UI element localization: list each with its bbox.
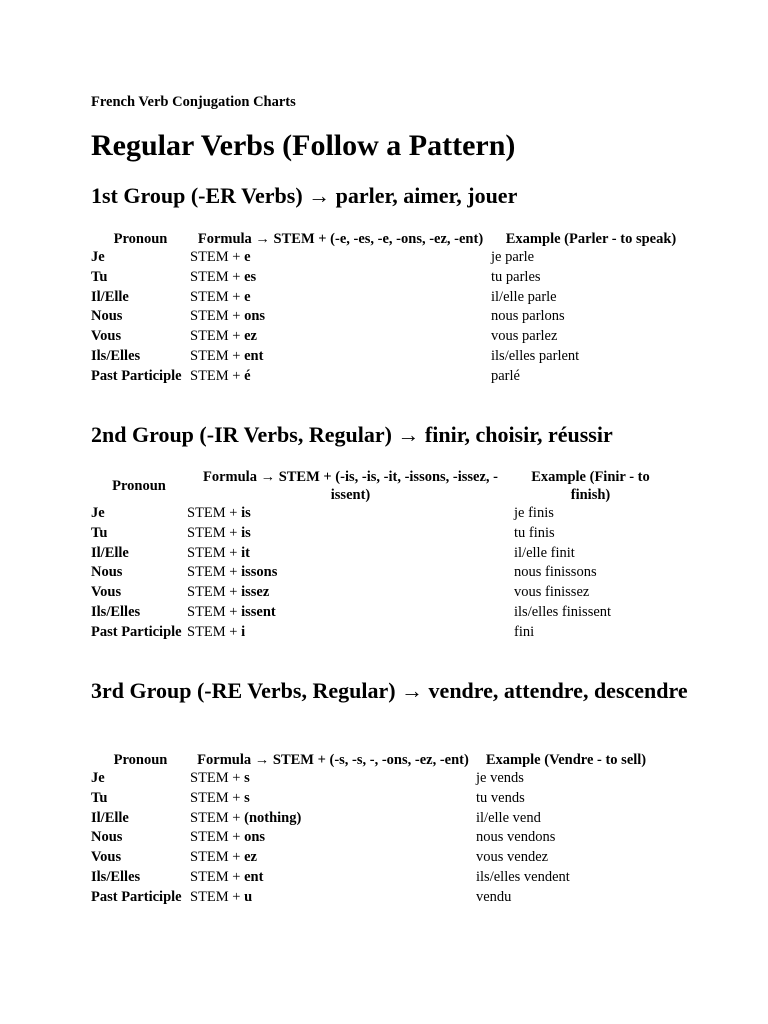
table-row (91, 248, 691, 268)
main-heading: Regular Verbs (Follow a Pattern) (91, 129, 516, 162)
stem-text: STEM + (190, 268, 245, 285)
ending-text: ons (244, 308, 266, 325)
section-heading-ir: 2nd Group (-IR Verbs, Regular) → finir, choisir, réussir (91, 422, 613, 447)
stem-text: STEM + (187, 505, 242, 521)
ending-text: e (244, 288, 251, 305)
example-cell: il/elle parle (491, 288, 557, 305)
stem-text: STEM + (187, 623, 242, 640)
pronoun-cell: Vous (91, 584, 122, 601)
stem-text: STEM + (187, 544, 242, 561)
stem-text: STEM + (190, 308, 245, 325)
ending-text: issez (241, 584, 270, 601)
ending-text: ent (244, 347, 264, 364)
table-row (91, 809, 656, 829)
ending-text: ent (244, 868, 264, 885)
example-cell: nous vendons (476, 829, 556, 846)
formula-cell (187, 563, 514, 583)
table-row (91, 288, 691, 308)
formula-cell (187, 603, 514, 623)
example-cell: vous vendez (476, 849, 549, 866)
table-body (91, 504, 667, 643)
table-row (91, 563, 667, 583)
example-cell: tu finis (514, 524, 555, 541)
example-cell: vous finissez (514, 584, 590, 601)
formula-cell (187, 583, 514, 603)
example-cell: vendu (476, 888, 512, 905)
formula-cell (190, 868, 476, 888)
header-formula: Formula → STEM + (-s, -s, -, -ons, -ez, -ent) (197, 751, 469, 768)
stem-text: STEM + (190, 288, 245, 305)
header-example: Example (Vendre - to sell) (485, 751, 647, 768)
ending-text: u (244, 888, 253, 905)
table-row (91, 327, 691, 347)
formula-cell (190, 828, 476, 848)
example-cell: tu vends (476, 789, 525, 806)
example-cell: nous parlons (491, 308, 565, 325)
formula-cell (190, 848, 476, 868)
conjugation-table-re (91, 750, 656, 908)
example-cell: fini (514, 623, 535, 640)
pronoun-cell: Nous (91, 829, 123, 846)
header-pronoun: Pronoun (113, 230, 168, 247)
formula-cell (187, 544, 514, 564)
table-row (91, 544, 667, 564)
example-cell: je parle (491, 249, 535, 265)
ending-text: is (241, 524, 251, 541)
pronoun-cell: Ils/Elles (91, 868, 141, 885)
formula-cell (190, 288, 491, 308)
header-example: Example (Finir - to finish) (531, 468, 650, 503)
stem-text: STEM + (190, 328, 245, 345)
table-row (91, 789, 656, 809)
pronoun-cell: Il/Elle (91, 544, 129, 561)
pronoun-cell: Vous (91, 849, 122, 866)
pronoun-cell: Je (91, 249, 105, 265)
pronoun-cell: Vous (91, 328, 122, 345)
table-row (91, 769, 656, 789)
formula-cell (190, 769, 476, 789)
stem-text: STEM + (190, 888, 245, 905)
header-pronoun: Pronoun (112, 477, 166, 494)
table-row (91, 868, 656, 888)
pronoun-cell: Je (91, 770, 105, 786)
example-cell: parlé (491, 367, 520, 384)
ending-text: ez (244, 849, 257, 866)
stem-text: STEM + (190, 809, 245, 826)
table-body (91, 769, 656, 908)
example-cell: il/elle finit (514, 544, 575, 561)
table-row (91, 268, 691, 288)
table-header-row (91, 750, 656, 769)
stem-text: STEM + (187, 584, 242, 601)
pronoun-cell: Nous (91, 308, 123, 325)
formula-cell (190, 307, 491, 327)
formula-cell (190, 367, 491, 387)
pronoun-cell: Past Participle (91, 367, 182, 384)
table-row (91, 848, 656, 868)
formula-cell (190, 888, 476, 908)
stem-text: STEM + (190, 249, 245, 265)
ending-text: i (241, 623, 246, 640)
stem-text: STEM + (187, 603, 242, 620)
example-cell: je vends (476, 770, 524, 786)
header-example: Example (Parler - to speak) (505, 230, 677, 247)
stem-text: STEM + (190, 770, 245, 786)
table-row (91, 504, 667, 524)
formula-cell (190, 268, 491, 288)
pronoun-cell: Tu (91, 268, 108, 285)
example-cell: nous finissons (514, 564, 597, 581)
ending-text: ez (244, 328, 257, 345)
stem-text: STEM + (190, 367, 245, 384)
ending-text: issent (241, 603, 276, 620)
table-header-row (91, 229, 691, 248)
document-title: French Verb Conjugation Charts (91, 94, 296, 110)
ending-text: es (244, 268, 257, 285)
pronoun-cell: Tu (91, 789, 108, 806)
stem-text: STEM + (190, 868, 245, 885)
pronoun-cell: Je (91, 505, 105, 521)
pronoun-cell: Past Participle (91, 623, 182, 640)
formula-cell (190, 809, 476, 829)
table-row (91, 603, 667, 623)
table-row (91, 347, 691, 367)
formula-cell (187, 623, 514, 643)
pronoun-cell: Ils/Elles (91, 347, 141, 364)
stem-text: STEM + (190, 347, 245, 364)
pronoun-cell: Il/Elle (91, 809, 129, 826)
section-heading-er: 1st Group (-ER Verbs) → parler, aimer, jouer (91, 183, 518, 208)
table-row (91, 888, 656, 908)
table-row (91, 583, 667, 603)
ending-text: é (244, 367, 251, 384)
table-row (91, 623, 667, 643)
formula-cell (187, 524, 514, 544)
formula-cell (187, 504, 514, 524)
ending-text: s (244, 770, 250, 786)
ending-text: issons (241, 564, 278, 581)
pronoun-cell: Tu (91, 524, 108, 541)
ending-text: ons (244, 829, 266, 846)
example-cell: ils/elles parlent (491, 347, 580, 364)
ending-text: (nothing) (244, 809, 302, 826)
example-cell: ils/elles finissent (514, 603, 612, 620)
formula-cell (190, 789, 476, 809)
table-body (91, 248, 691, 387)
formula-cell (190, 248, 491, 268)
table-row (91, 524, 667, 544)
stem-text: STEM + (190, 849, 245, 866)
example-cell: tu parles (491, 268, 541, 285)
formula-cell (190, 347, 491, 367)
example-cell: il/elle vend (476, 809, 541, 826)
pronoun-cell: Nous (91, 564, 123, 581)
pronoun-cell: Ils/Elles (91, 603, 141, 620)
pronoun-cell: Il/Elle (91, 288, 129, 305)
table-row (91, 307, 691, 327)
stem-text: STEM + (190, 829, 245, 846)
ending-text: s (244, 789, 250, 806)
example-cell: vous parlez (491, 328, 558, 345)
ending-text: it (241, 544, 250, 561)
formula-cell (190, 327, 491, 347)
stem-text: STEM + (187, 564, 242, 581)
ending-text: is (241, 505, 251, 521)
pronoun-cell: Past Participle (91, 888, 182, 905)
ending-text: e (244, 249, 251, 265)
header-formula: Formula → STEM + (-e, -es, -e, -ons, -ez, -ent) (197, 230, 484, 247)
header-pronoun: Pronoun (113, 751, 168, 768)
table-row (91, 828, 656, 848)
header-formula: Formula → STEM + (-is, -is, -it, -issons, -issez, -issent) (202, 468, 499, 503)
conjugation-table-er (91, 229, 691, 387)
stem-text: STEM + (190, 789, 245, 806)
example-cell: je finis (514, 505, 554, 521)
section-heading-re: 3rd Group (-RE Verbs, Regular) → vendre, attendre, descendre (91, 678, 688, 703)
stem-text: STEM + (187, 524, 242, 541)
table-header-row (91, 467, 667, 504)
table-row (91, 367, 691, 387)
conjugation-table-ir (91, 467, 667, 643)
example-cell: ils/elles vendent (476, 868, 570, 885)
